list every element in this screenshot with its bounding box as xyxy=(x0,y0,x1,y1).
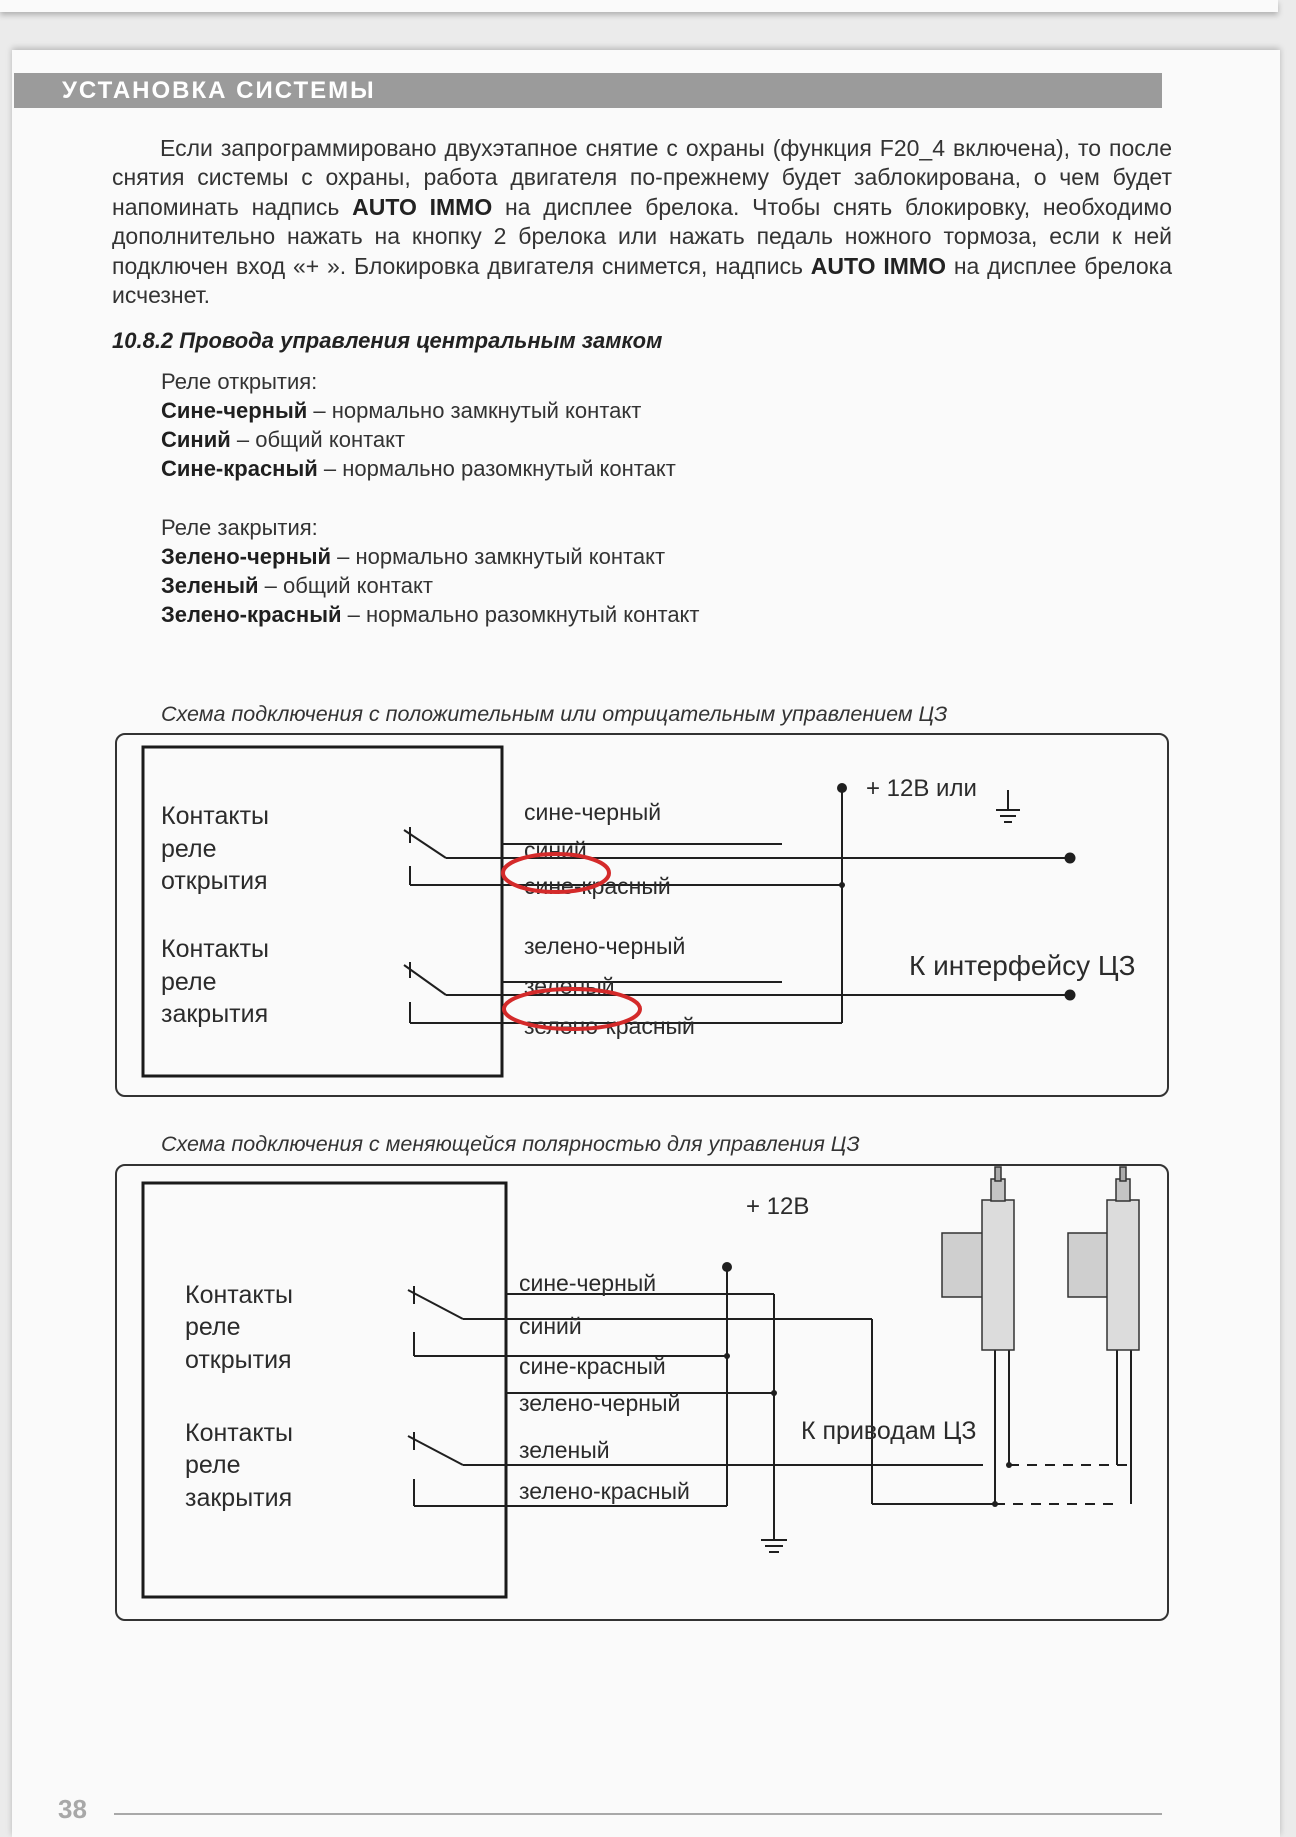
diagram2-close-switch xyxy=(408,1436,463,1465)
diagram2-open-label-line3: открытия xyxy=(185,1346,292,1374)
diagram2-close-label-line2: реле xyxy=(185,1451,241,1479)
diagram1-terminal-green xyxy=(1065,990,1076,1001)
diagram1-wire-label-blue-black: сине-черный xyxy=(524,799,662,825)
diagram1-close-label-line3: закрытия xyxy=(161,1000,269,1028)
diagram2-junction-a xyxy=(724,1353,730,1359)
diagram2-junction-d xyxy=(1006,1462,1012,1468)
diagram2-junction-c xyxy=(992,1501,998,1507)
diagram2-caption: Схема подключения с меняющейся полярностью для управления ЦЗ xyxy=(161,1132,860,1156)
previous-page-edge xyxy=(0,0,1278,12)
diagram2-open-label-line2: реле xyxy=(185,1313,241,1341)
diagram1 xyxy=(12,730,1280,1110)
relay-close-title: Реле закрытия: xyxy=(161,515,318,540)
diagram2-wire-label-green-black: зелено-черный xyxy=(519,1390,681,1416)
diagram1-open-label-line1: Контакты xyxy=(161,802,269,830)
relay-open-item: Сине-черный – нормально замкнутый контакт xyxy=(161,398,642,423)
diagram2-actuators-label: К приводам ЦЗ xyxy=(801,1417,977,1445)
diagram1-caption: Схема подключения с положительным или отрицательным управлением ЦЗ xyxy=(161,702,948,726)
diagram1-wire-label-blue: синий xyxy=(524,837,587,863)
relay-open-block xyxy=(161,367,921,483)
relay-close-item: Зеленый – общий контакт xyxy=(161,573,433,598)
relay-close-block xyxy=(161,513,921,629)
intro-text-3: на дисплее брелока исчезнет. xyxy=(112,252,1173,309)
diagram2 xyxy=(12,1162,1280,1632)
diagram2-close-label-line1: Контакты xyxy=(185,1419,293,1447)
diagram1-open-switch xyxy=(404,830,446,858)
diagram1-wire-label-green-black: зелено-черный xyxy=(524,933,686,959)
diagram2-open-switch xyxy=(408,1290,463,1319)
diagram2-wire-label-green-red: зелено-красный xyxy=(519,1478,690,1504)
diagram1-frame xyxy=(116,734,1168,1096)
diagram1-close-label-line1: Контакты xyxy=(161,935,269,963)
diagram2-wire-label-blue-black: сине-черный xyxy=(519,1270,657,1296)
diagram1-open-label-line2: реле xyxy=(161,835,217,863)
actuator2-rod xyxy=(1116,1179,1130,1201)
intro-text-1: Если запрограммировано двухэтапное снятие с охраны (функция F20_4 включена), то после снятия системы с охраны, работа двигателя по-прежнему будет заблокирована, о чем будет напоминать надпись xyxy=(112,135,1172,220)
diagram1-close-switch xyxy=(404,965,446,995)
intro-bold-2: AUTO IMMO xyxy=(810,252,946,279)
footer-rule xyxy=(114,1813,1162,1815)
actuator-icon xyxy=(942,1167,1014,1350)
diagram2-relay-box xyxy=(143,1183,506,1597)
page-number: 38 xyxy=(58,1794,87,1824)
diagram2-power-terminal xyxy=(722,1262,732,1272)
diagram1-interface-label: К интерфейсу ЦЗ xyxy=(909,950,1136,981)
diagram2-dashed-links xyxy=(995,1465,1131,1504)
actuator2-housing xyxy=(1107,1200,1139,1350)
relay-close-item: Зелено-черный – нормально замкнутый контакт xyxy=(161,544,666,569)
diagram2-wire-label-blue-red: сине-красный xyxy=(519,1353,666,1379)
diagram2-power-label: + 12В xyxy=(746,1193,810,1220)
relay-open-item: Сине-красный – нормально разомкнутый контакт xyxy=(161,456,676,481)
diagram1-wire-label-green-red: зелено-красный xyxy=(524,1013,695,1039)
subheading: 10.8.2 Провода управления центральным замком xyxy=(112,328,663,353)
diagram2-open-label-line1: Контакты xyxy=(185,1281,293,1309)
intro-bold-1: AUTO IMMO xyxy=(352,193,493,220)
diagram2-close-label-line3: закрытия xyxy=(185,1484,293,1512)
diagram1-open-label-line3: открытия xyxy=(161,867,268,895)
section-title: УСТАНОВКА СИСТЕМЫ xyxy=(14,73,1162,108)
actuator2-tip xyxy=(1120,1167,1126,1181)
diagram1-power-terminal xyxy=(837,783,847,793)
diagram1-junction-open xyxy=(839,882,845,888)
actuator1-rod xyxy=(991,1179,1005,1201)
diagram2-wiring xyxy=(408,1267,1131,1552)
diagram1-wire-label-green: зеленый xyxy=(524,973,615,999)
diagram2-wire-label-blue: синий xyxy=(519,1313,582,1339)
diagram2-wire-label-green: зеленый xyxy=(519,1437,610,1463)
actuator1-housing xyxy=(982,1200,1014,1350)
actuator1-tip xyxy=(995,1167,1001,1181)
intro-text-2: на дисплее брелока. Чтобы снять блокировку, необходимо дополнительно нажать на кнопку 2 брелока или нажать педаль ножного тормоза, если к ней подключен вход «+ ». Блокировка двигателя снимется, надпись xyxy=(112,193,1173,279)
actuator-icon xyxy=(1068,1167,1139,1350)
diagram1-wire-label-blue-red: сине-красный xyxy=(524,873,671,899)
relay-open-item: Синий – общий контакт xyxy=(161,427,406,452)
relay-open-title: Реле открытия: xyxy=(161,369,318,394)
relay-close-item: Зелено-красный – нормально разомкнутый контакт xyxy=(161,602,700,627)
diagram2-junction-b xyxy=(771,1390,777,1396)
diagram1-terminal-blue xyxy=(1065,853,1076,864)
document-page xyxy=(12,50,1280,1837)
diagram1-power-label: + 12В или xyxy=(866,775,977,802)
intro-paragraph xyxy=(112,134,1172,310)
diagram1-close-label-line2: реле xyxy=(161,968,217,996)
diagram1-wiring xyxy=(404,788,1070,1023)
